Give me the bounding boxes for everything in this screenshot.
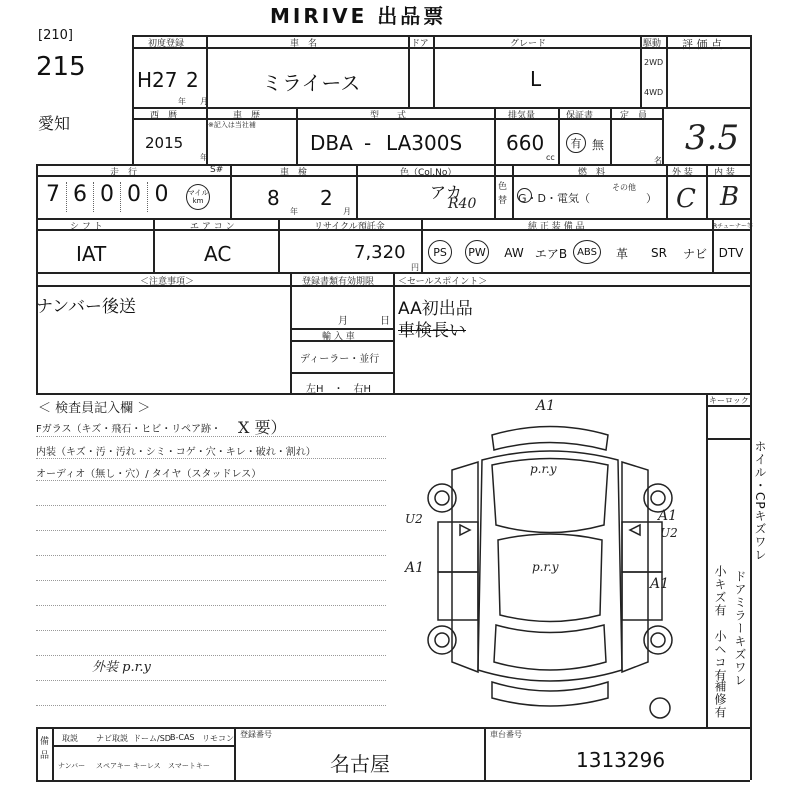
label-reg-deadline: 登録書類有効期限 (302, 277, 375, 287)
year-nen: 年 (200, 153, 208, 162)
side-note-2: ドアミラーキズワレ (733, 570, 747, 687)
capacity-mei: 名 (654, 156, 662, 165)
footer-item-2: ナビ取説 (96, 734, 128, 743)
label-capacity: 定 員 (620, 111, 648, 121)
label-tuner: Rチューナー等 (713, 223, 753, 230)
label-recycle: リサイクル預託金 (314, 222, 385, 232)
label-year: 西 暦 (150, 111, 178, 121)
displacement: 660 (506, 131, 545, 155)
notes-text: ナンバー後送 (36, 297, 136, 317)
label-grade: グレード (510, 39, 547, 49)
reg-no: 名古屋 (330, 752, 390, 776)
label-chassis-no: 車台番号 (490, 730, 522, 739)
footer-prefix: 備 品 (40, 737, 50, 761)
label-car-name: 車 名 (290, 39, 318, 49)
label-fuel: 燃 料 (578, 168, 606, 178)
label-inspector: ＜ 検査員記入欄 ＞ (38, 401, 151, 416)
first-reg-month: 2 (186, 68, 199, 92)
equip-navi: ナビ (682, 246, 707, 261)
footer-item-8: キーレス (133, 762, 161, 770)
inspection-nen: 年 (290, 207, 298, 216)
color-code: R40 (448, 196, 477, 212)
region: 愛知 (38, 114, 71, 133)
side-note-3a: 小キズ有 (713, 565, 727, 617)
inspector-row-1: Fガラス（キズ・飛石・ヒビ・リペア跡・ (36, 424, 222, 435)
aircon-value: AC (204, 242, 232, 266)
rating-score: 3.5 (685, 118, 740, 158)
lot-number: 215 (36, 52, 86, 82)
model-code: LA300S (386, 131, 463, 155)
mark-front-a1: A1 (536, 398, 556, 414)
footer-item-1: 取説 (62, 734, 78, 743)
equip-sr: SR (651, 246, 667, 260)
label-aircon: エ ア コ ン (190, 222, 235, 232)
color-change: 色 替 (498, 182, 508, 206)
sales-point-2: 車検長い (398, 321, 466, 341)
label-door: ドア (411, 39, 429, 49)
drive-4wd: 4WD (644, 88, 664, 97)
lot-bracket: [210] (38, 28, 73, 43)
inspector-row-2: 内装（キズ・汚・汚れ・シミ・コゲ・穴・キレ・破れ・割れ） (36, 447, 316, 458)
inspector-row-1-hand: X 要） (238, 418, 287, 437)
hand-drive: 左H ・ 右H (306, 384, 372, 395)
footer-item-4: B-CAS (170, 733, 195, 742)
mileage-unit: マイル km (186, 184, 210, 210)
equip-abs: ABS (573, 240, 601, 264)
label-shift-no: S# (210, 165, 224, 175)
fuel-other: その他 (612, 183, 636, 192)
footer-item-7: スペアキー (96, 762, 131, 770)
label-first-reg: 初度登録 (148, 39, 185, 49)
form-title: MIRIVE 出品票 (270, 4, 447, 28)
mark-left-a1: A1 (405, 560, 425, 576)
footer-item-9: スマートキー (168, 762, 210, 770)
model-prefix: DBA (310, 131, 353, 155)
fuel-close: ） (646, 192, 657, 205)
warranty-yes: 有 (566, 133, 586, 153)
shift-value: IAT (76, 242, 107, 266)
footer-item-6: ナンバー (58, 762, 86, 770)
label-interior: 内 装 (714, 168, 735, 178)
mark-right-u2: U2 (660, 526, 678, 540)
recycle-value: 7,320 (354, 242, 406, 263)
fuel-gas-circle (517, 188, 532, 203)
first-reg-era: H27 (137, 68, 178, 92)
footer-item-5: リモコン (202, 734, 234, 743)
label-sales-points: ＜セールスポイント＞ (398, 277, 488, 287)
label-model: 型 式 (370, 111, 407, 121)
label-notes: ＜注意事項＞ (140, 277, 195, 287)
label-exterior: 外 装 (672, 168, 693, 178)
interior-grade: B (720, 182, 740, 212)
label-key-lock: キーロック (709, 396, 749, 405)
inspector-hand-note: 外装 p.r.y (92, 660, 151, 675)
grade: L (530, 67, 542, 91)
side-note-1: ホイル・CPキズワレ (753, 440, 767, 562)
chassis-no: 1313296 (576, 748, 666, 772)
label-equipment: 純 正 装 備 品 (528, 222, 585, 232)
color: アカ (430, 183, 462, 202)
label-displacement: 排気量 (508, 111, 536, 121)
label-import: 輸 入 車 (322, 332, 355, 342)
label-shift: シ フ ト (70, 222, 103, 232)
warranty-no: 無 (592, 138, 605, 152)
mark-roof-pry: p.r.y (532, 560, 559, 574)
equip-pw: PW (465, 240, 489, 264)
mark-right-a1: A1 (658, 508, 678, 524)
inspector-row-3: オーディオ（無し・穴）/ タイヤ（スタッドレス） (36, 469, 262, 480)
label-chassis-sub: ※記入は当社補 (208, 121, 256, 129)
exterior-grade: C (676, 184, 696, 214)
fuel-options: G・D・電気（ (518, 192, 590, 205)
mileage-digits: 7 6 0 0 0 (40, 182, 190, 212)
recycle-yen: 円 (411, 263, 419, 272)
cc-unit: cc (546, 153, 555, 162)
car-name: ミライース (262, 71, 361, 95)
first-reg-nen: 年 (178, 97, 186, 106)
label-inspection: 車 検 (280, 168, 308, 178)
year: 2015 (145, 134, 184, 152)
label-rating: 評 価 点 (682, 38, 722, 51)
model-dash: - (364, 131, 372, 155)
reg-day: 日 (380, 316, 390, 327)
equip-dtv: DTV (718, 246, 744, 260)
drive-2wd: 2WD (644, 58, 664, 67)
inspection-month: 2 (320, 186, 333, 210)
label-color: 色（Col.No） (400, 168, 457, 178)
label-mileage: 走 行 (110, 168, 138, 178)
side-note-3c: 補修有 (713, 680, 727, 719)
mark-left-u2: U2 (405, 512, 423, 526)
reg-month: 月 (338, 316, 348, 327)
equip-leather: 革 (615, 246, 628, 261)
mark-rear-a1: A1 (650, 576, 670, 592)
inspection-tsuki: 月 (343, 207, 351, 216)
sales-point-1: AA初出品 (398, 299, 473, 319)
side-note-3b: 小ヘコ有 (713, 630, 727, 682)
equip-aw: AW (504, 246, 524, 260)
first-reg-tsuki: 月 (200, 97, 208, 106)
inspection-year: 8 (267, 186, 280, 210)
label-chassis: 車 歴 (233, 111, 261, 121)
label-reg-no: 登録番号 (240, 730, 272, 739)
footer-item-3: ドーム/SD (133, 734, 171, 743)
equip-ps: PS (428, 240, 452, 264)
equip-airbag: エアB (534, 246, 568, 261)
label-warranty: 保証書 (566, 111, 594, 121)
label-drive: 駆動 (643, 39, 662, 49)
dealer-parallel: ディーラー・並行 (300, 354, 380, 365)
mark-hood-pry: p.r.y (530, 462, 557, 476)
